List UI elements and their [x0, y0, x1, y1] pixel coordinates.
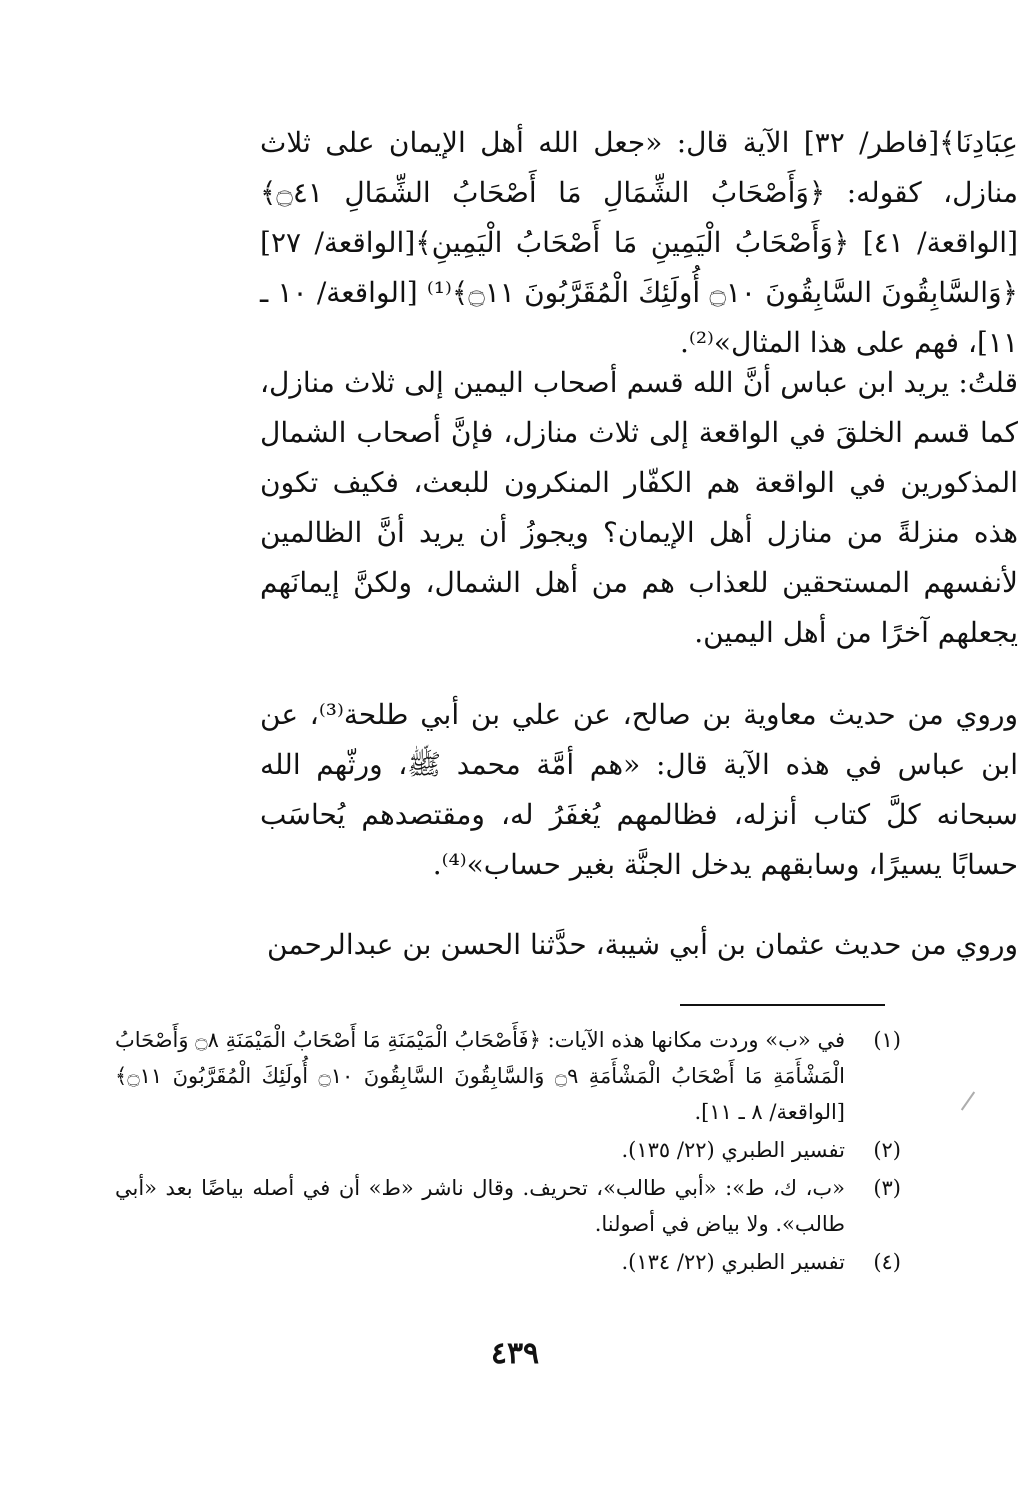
footnote-text: تفسير الطبري (٢٢/ ١٣٥). — [621, 1138, 845, 1162]
footnote-divider — [680, 1004, 885, 1006]
page-number: ٤٣٩ — [490, 1336, 540, 1371]
paragraph-1: عِبَادِنَا﴾[فاطر/ ٣٢] الآية قال: «جعل الله أهل الإيمان على ثلاث منازل، كقوله: ﴿وَأَصْحَابُ الشِّمَالِ مَا أَصْحَابُ الشِّمَالِ ۝٤١﴾[الواقعة/ ٤١] ﴿وَأَصْحَابُ الْيَمِينِ مَا أَصْحَابُ الْيَمِينِ﴾[الواقعة/ ٢٧] ﴿وَالسَّابِقُونَ السَّابِقُونَ ۝١٠ أُولَئِكَ الْمُقَرَّبُونَ ۝١١﴾⁽¹⁾ [الواقعة/ ١٠ ـ ١١]، فهم على هذا المثال»⁽²⁾. — [260, 126, 1019, 359]
footnote-number: (٢) — [873, 1138, 901, 1162]
paragraph-3: وروي من حديث معاوية بن صالح، عن علي بن أبي طلحة⁽³⁾، عن ابن عباس في هذه الآية قال: «هم أمَّة محمد ﷺ، ورثّهم الله سبحانه كلَّ كتاب أنزله، فظالمهم يُغفَرُ له، ومقتصدهم يُحاسَب حسابًا يسيرًا، وسابقهم يدخل الجنَّة بغير حساب»⁽⁴⁾. — [260, 698, 1018, 881]
footnote-text: تفسير الطبري (٢٢/ ١٣٤). — [621, 1250, 845, 1274]
paragraph-2: قلتُ: يريد ابن عباس أنَّ الله قسم أصحاب اليمين إلى ثلاث منازل، كما قسم الخلقَ في الواقعة إلى ثلاث منازل، فإنَّ أصحاب الشمال المذكورين في الواقعة هم الكفّار المنكرون للبعث، فكيف تكون هذه منزلةً من منازل أهل الإيمان؟ ويجوزُ أن يريد أنَّ الظالمين لأنفسهم المستحقين للعذاب هم من أهل الشمال، ولكنَّ إيمانَهم يجعلهم آخرًا من أهل اليمين. — [260, 366, 1018, 649]
footnote-text: «ب، ك، ط»: «أبي طالب»، تحريف. وقال ناشر «ط» أن في أصله بياضًا بعد «أبي طالب». ولا بياض في أصولنا. — [115, 1176, 845, 1236]
paragraph-4: وروي من حديث عثمان بن أبي شيبة، حدَّثنا الحسن بن عبدالرحمن — [267, 928, 1018, 961]
footnote-number: (٣) — [873, 1176, 901, 1200]
footnote-1 — [115, 1022, 901, 1130]
scan-mark — [961, 1091, 975, 1110]
footnote-number: (٤) — [873, 1250, 901, 1274]
footnote-2 — [115, 1132, 901, 1168]
footnote-text: في «ب» وردت مكانها هذه الآيات: ﴿فَأَصْحَابُ الْمَيْمَنَةِ مَا أَصْحَابُ الْمَيْمَنَةِ ۝٨ وَأَصْحَابُ الْمَشْأَمَةِ مَا أَصْحَابُ الْمَشْأَمَةِ ۝٩ وَالسَّابِقُونَ السَّابِقُونَ ۝١٠ أُولَئِكَ الْمُقَرَّبُونَ ۝١١﴾ [الواقعة/ ٨ ـ ١١]. — [115, 1028, 846, 1124]
footnote-4 — [115, 1244, 901, 1280]
footnotes — [115, 1022, 901, 1282]
footnote-3 — [115, 1170, 901, 1242]
footnote-number: (١) — [873, 1028, 901, 1052]
